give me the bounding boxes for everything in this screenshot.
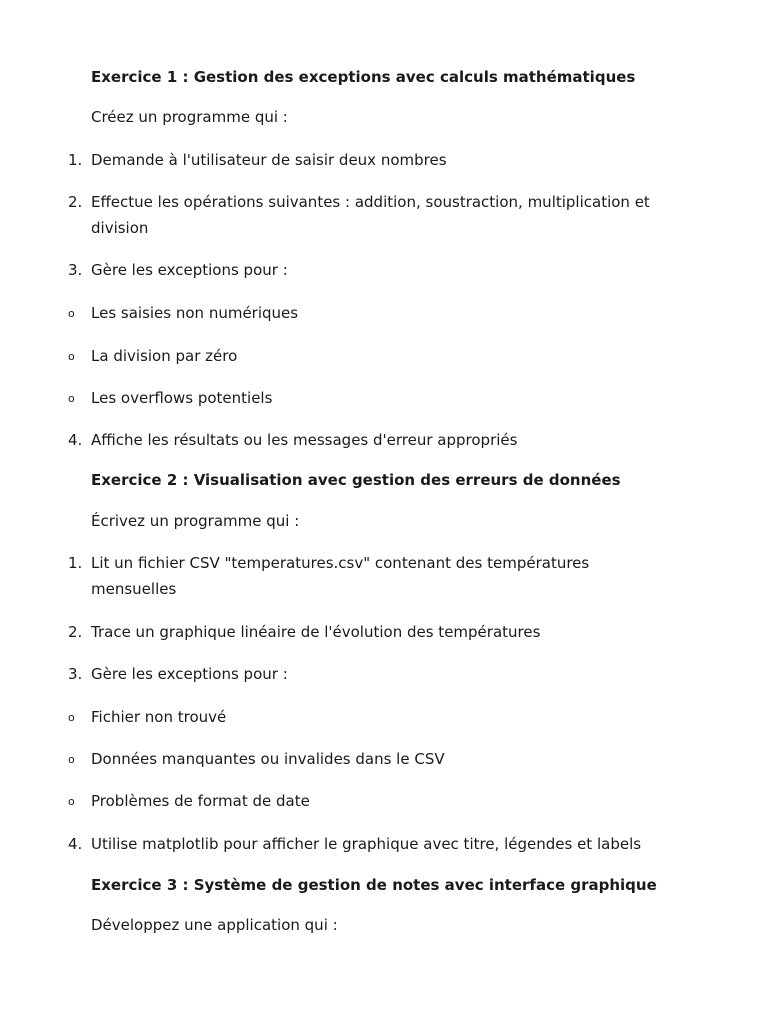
exercise-3-title: Exercice 3 : Système de gestion de notes avec interface graphique [91,876,657,894]
list-marker: 3. [68,261,83,279]
list-item: Les overflows potentiels [91,389,273,407]
list-item: Fichier non trouvé [91,708,227,726]
exercise-2-title: Exercice 2 : Visualisation avec gestion des erreurs de données [91,471,621,489]
list-item: Trace un graphique linéaire de l'évolution des températures [91,623,541,641]
list-marker: 4. [68,835,83,853]
list-item: Effectue les opérations suivantes : addition, soustraction, multiplication et division [91,193,650,237]
exercise-1-title: Exercice 1 : Gestion des exceptions avec calculs mathématiques [91,68,636,86]
exercise-3-intro: Développez une application qui : [91,916,338,934]
list-item: Affiche les résultats ou les messages d'erreur appropriés [91,431,518,449]
list-item: Utilise matplotlib pour afficher le graphique avec titre, légendes et labels [91,835,642,853]
list-marker: 1. [68,554,83,572]
list-item: Demande à l'utilisateur de saisir deux nombres [91,151,447,169]
bullet-marker: o [68,795,75,808]
list-marker: 2. [68,193,83,211]
list-item: Problèmes de format de date [91,792,310,810]
list-item: Gère les exceptions pour : [91,665,288,683]
bullet-marker: o [68,753,75,766]
bullet-marker: o [68,307,75,320]
list-marker: 3. [68,665,83,683]
list-item: Données manquantes ou invalides dans le CSV [91,750,445,768]
bullet-marker: o [68,350,75,363]
exercise-2-intro: Écrivez un programme qui : [91,512,300,530]
list-marker: 1. [68,151,83,169]
list-item: La division par zéro [91,347,238,365]
list-marker: 4. [68,431,83,449]
list-marker: 2. [68,623,83,641]
list-item: Gère les exceptions pour : [91,261,288,279]
list-item: Les saisies non numériques [91,304,299,322]
bullet-marker: o [68,392,75,405]
list-item: Lit un fichier CSV "temperatures.csv" contenant des températures mensuelles [91,554,590,598]
bullet-marker: o [68,711,75,724]
exercise-1-intro: Créez un programme qui : [91,108,288,126]
